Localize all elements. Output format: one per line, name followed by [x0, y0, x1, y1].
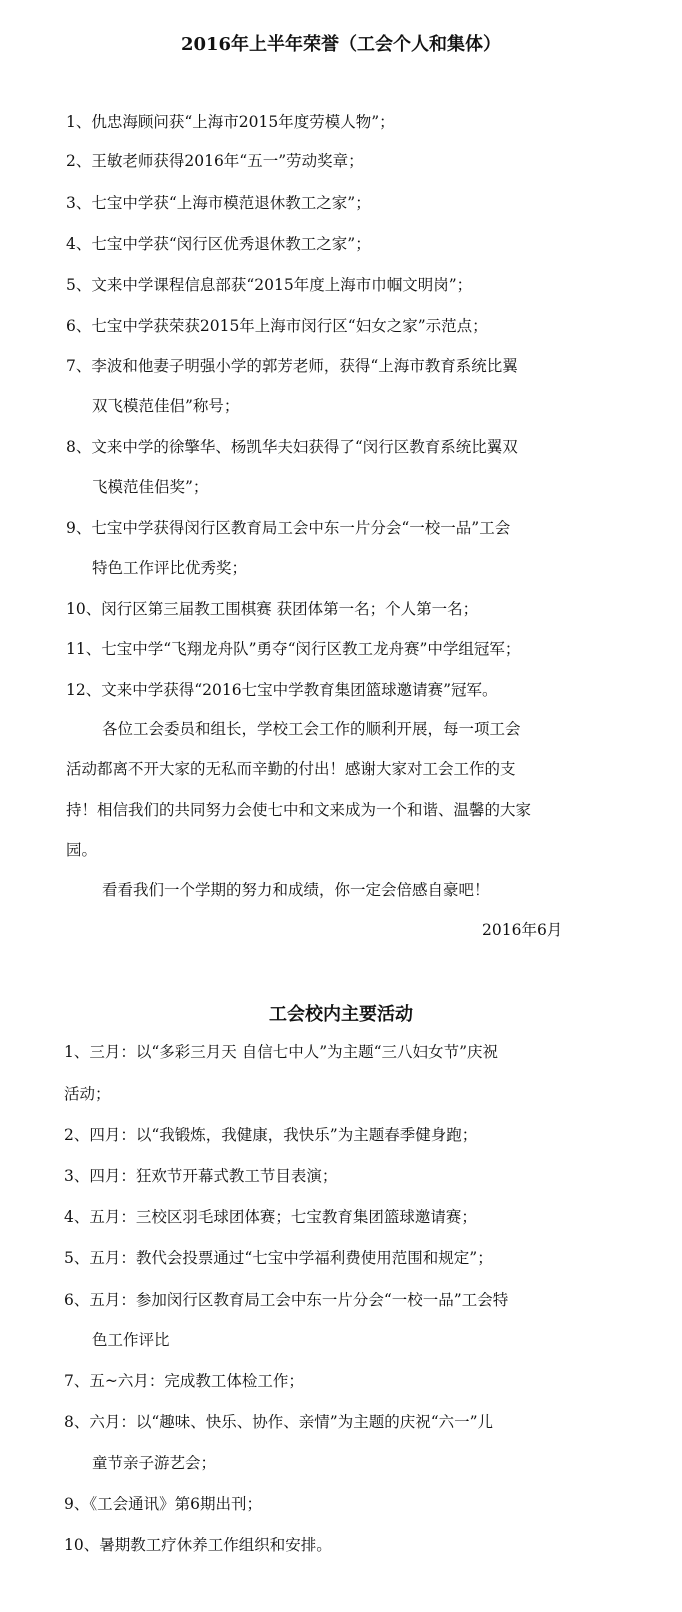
closing-encourage: 看看我们一个学期的努力和成绩，你一定会倍感自豪吧！: [102, 881, 490, 899]
honor-item-9-cont: 特色工作评比优秀奖；: [92, 559, 248, 577]
activity-item-8-cont: 童节亲子游艺会；: [92, 1454, 217, 1472]
closing-line-1: 各位工会委员和组长，学校工会工作的顺利开展，每一项工会: [102, 720, 521, 738]
honors-title: 2016年上半年荣誉（工会个人和集体）: [180, 34, 502, 55]
honor-item-10: 10、闵行区第三届教工围棋赛 获团体第一名；个人第一名；: [66, 600, 479, 618]
activity-item-1: 1、三月：以“多彩三月天 自信七中人”为主题“三八妇女节”庆祝: [64, 1043, 498, 1061]
activity-item-3: 3、四月：狂欢节开幕式教工节目表演；: [64, 1167, 338, 1185]
honor-item-8-cont: 飞模范佳侣奖”；: [92, 478, 209, 496]
activity-item-1-cont: 活动；: [64, 1085, 111, 1103]
honor-item-7-cont: 双飞模范佳侣”称号；: [92, 397, 240, 415]
honor-item-12: 12、文来中学获得“2016七宝中学教育集团篮球邀请赛”冠军。: [66, 681, 498, 699]
activity-item-5: 5、五月：教代会投票通过“七宝中学福利费使用范围和规定”；: [64, 1249, 493, 1267]
activities-title: 工会校内主要活动: [269, 1004, 413, 1025]
honor-item-4: 4、七宝中学获“闵行区优秀退休教工之家”；: [66, 235, 371, 253]
activity-item-10: 10、暑期教工疗休养工作组织和安排。: [64, 1536, 332, 1554]
activity-item-9: 9、《工会通讯》第6期出刊；: [64, 1495, 262, 1513]
activity-item-7: 7、五~六月：完成教工体检工作；: [64, 1372, 304, 1390]
activity-item-6-cont: 色工作评比: [92, 1331, 170, 1349]
honor-item-2: 2、王敏老师获得2016年“五一”劳动奖章；: [66, 152, 364, 170]
closing-line-4: 园。: [66, 841, 98, 859]
honor-item-8: 8、文来中学的徐擎华、杨凯华夫妇获得了“闵行区教育系统比翼双: [66, 438, 518, 456]
activity-item-8: 8、六月：以“趣味、快乐、协作、亲情”为主题的庆祝“六一”儿: [64, 1413, 494, 1431]
activity-item-4: 4、五月：三校区羽毛球团体赛；七宝教育集团篮球邀请赛；: [64, 1208, 477, 1226]
activity-item-6: 6、五月：参加闵行区教育局工会中东一片分会“一校一品”工会特: [64, 1291, 509, 1309]
closing-date: 2016年6月: [482, 921, 563, 939]
honor-item-6: 6、七宝中学获荣获2015年上海市闵行区“妇女之家”示范点；: [66, 317, 488, 335]
honor-item-11: 11、七宝中学“飞翔龙舟队”勇夺“闵行区教工龙舟赛”中学组冠军；: [66, 640, 521, 658]
honor-item-5: 5、文来中学课程信息部获“2015年度上海市巾帼文明岗”；: [66, 276, 473, 294]
honor-item-1: 1、仇忠海顾问获“上海市2015年度劳模人物”；: [66, 113, 395, 131]
activity-item-2: 2、四月：以“我锻炼，我健康，我快乐”为主题春季健身跑；: [64, 1126, 478, 1144]
honor-item-7: 7、李波和他妻子明强小学的郭芳老师，获得“上海市教育系统比翼: [66, 357, 518, 375]
closing-line-2: 活动都离不开大家的无私而辛勤的付出！感谢大家对工会工作的支: [66, 760, 516, 778]
honor-item-9: 9、七宝中学获得闵行区教育局工会中东一片分会“一校一品”工会: [66, 519, 511, 537]
honor-item-3: 3、七宝中学获“上海市模范退休教工之家”；: [66, 194, 371, 212]
closing-line-3: 持！相信我们的共同努力会使七中和文来成为一个和谐、温馨的大家: [66, 801, 532, 819]
